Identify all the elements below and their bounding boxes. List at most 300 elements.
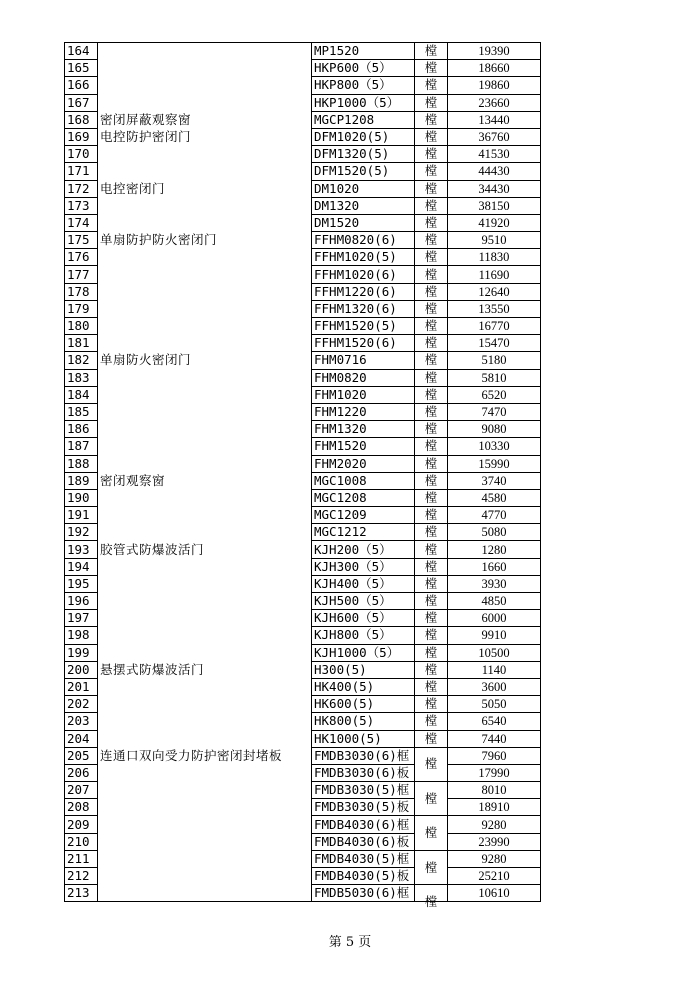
table-row (65, 593, 541, 610)
model-spec: KJH800（5） (312, 627, 415, 644)
product-name: 单扇防火密闭门 (98, 352, 312, 369)
unit-price: 3930 (448, 575, 541, 592)
table-row (65, 214, 541, 231)
row-number: 169 (65, 128, 98, 145)
table-row (65, 60, 541, 77)
unit-cell: 樘 (415, 747, 448, 781)
table-row (65, 764, 541, 781)
model-spec: HK600(5) (312, 696, 415, 713)
table-row (65, 833, 541, 850)
product-name (98, 885, 312, 902)
row-number: 189 (65, 472, 98, 489)
table-row (65, 352, 541, 369)
unit-price: 5180 (448, 352, 541, 369)
model-spec: FFHM1320(6) (312, 300, 415, 317)
product-name (98, 146, 312, 163)
product-name (98, 77, 312, 94)
unit-cell: 樘 (415, 593, 448, 610)
row-number: 185 (65, 403, 98, 420)
product-name: 电控防护密闭门 (98, 128, 312, 145)
product-name (98, 782, 312, 799)
row-number: 170 (65, 146, 98, 163)
unit-price: 9910 (448, 627, 541, 644)
unit-price: 1660 (448, 558, 541, 575)
price-sheet (64, 42, 540, 910)
row-number: 208 (65, 799, 98, 816)
unit-cell: 樘 (415, 128, 448, 145)
model-spec: FMDB4030(5)板 (312, 868, 415, 885)
product-name (98, 730, 312, 747)
product-name (98, 249, 312, 266)
unit-cell: 樘 (415, 403, 448, 420)
product-name (98, 300, 312, 317)
model-spec: KJH400（5） (312, 575, 415, 592)
unit-price: 3740 (448, 472, 541, 489)
unit-price: 8010 (448, 782, 541, 799)
product-name (98, 421, 312, 438)
row-number: 202 (65, 696, 98, 713)
unit-cell: 樘 (415, 352, 448, 369)
row-number: 173 (65, 197, 98, 214)
product-name (98, 713, 312, 730)
unit-price: 18910 (448, 799, 541, 816)
unit-price: 9280 (448, 850, 541, 867)
model-spec: MP1520 (312, 43, 415, 60)
unit-cell: 樘 (415, 627, 448, 644)
unit-text: 樘 (424, 894, 438, 910)
row-number: 210 (65, 833, 98, 850)
unit-price: 23990 (448, 833, 541, 850)
unit-cell: 樘 (415, 816, 448, 850)
table-row (65, 730, 541, 747)
unit-cell: 樘 (415, 318, 448, 335)
product-name (98, 489, 312, 506)
row-number: 195 (65, 575, 98, 592)
unit-price: 15470 (448, 335, 541, 352)
model-spec: DFM1020(5) (312, 128, 415, 145)
row-number: 168 (65, 111, 98, 128)
table-row (65, 489, 541, 506)
row-number: 203 (65, 713, 98, 730)
unit-price: 44430 (448, 163, 541, 180)
product-name: 电控密闭门 (98, 180, 312, 197)
product-name (98, 163, 312, 180)
page-number: 第 5 页 (328, 935, 372, 950)
model-spec: FMDB3030(5)框 (312, 782, 415, 799)
table-row (65, 472, 541, 489)
model-spec: FHM0716 (312, 352, 415, 369)
model-spec: MGC1209 (312, 507, 415, 524)
row-number: 178 (65, 283, 98, 300)
product-name (98, 43, 312, 60)
unit-price: 11830 (448, 249, 541, 266)
model-spec: FHM0820 (312, 369, 415, 386)
row-number: 209 (65, 816, 98, 833)
unit-cell: 樘 (415, 232, 448, 249)
unit-cell: 樘 (415, 850, 448, 884)
unit-cell: 樘 (415, 610, 448, 627)
model-spec: DFM1520(5) (312, 163, 415, 180)
unit-price: 1280 (448, 541, 541, 558)
table-row (65, 782, 541, 799)
unit-cell: 樘 (415, 146, 448, 163)
unit-cell: 樘 (415, 713, 448, 730)
product-name (98, 60, 312, 77)
model-spec: FMDB4030(5)框 (312, 850, 415, 867)
unit-price: 7440 (448, 730, 541, 747)
table-row (65, 232, 541, 249)
unit-price: 4850 (448, 593, 541, 610)
unit-cell: 樘 (415, 111, 448, 128)
table-row (65, 713, 541, 730)
product-name: 悬摆式防爆波活门 (98, 661, 312, 678)
unit-price: 6520 (448, 386, 541, 403)
model-spec: FHM1320 (312, 421, 415, 438)
table-row (65, 266, 541, 283)
model-spec: FMDB4030(6)框 (312, 816, 415, 833)
table-row (65, 610, 541, 627)
row-number: 207 (65, 782, 98, 799)
product-name (98, 214, 312, 231)
model-spec: HKP600（5） (312, 60, 415, 77)
unit-price: 17990 (448, 764, 541, 781)
row-number: 212 (65, 868, 98, 885)
row-number: 186 (65, 421, 98, 438)
table-row (65, 644, 541, 661)
model-spec: MGC1208 (312, 489, 415, 506)
table-row (65, 850, 541, 867)
row-number: 167 (65, 94, 98, 111)
unit-cell: 樘 (415, 335, 448, 352)
unit-cell: 樘 (415, 524, 448, 541)
product-name (98, 833, 312, 850)
model-spec: HKP1000（5） (312, 94, 415, 111)
product-name: 密闭屏蔽观察窗 (98, 111, 312, 128)
model-spec: FFHM0820(6) (312, 232, 415, 249)
model-spec: DM1520 (312, 214, 415, 231)
product-name (98, 369, 312, 386)
model-spec: HK400(5) (312, 678, 415, 695)
unit-price: 23660 (448, 94, 541, 111)
row-number: 183 (65, 369, 98, 386)
unit-price: 10610 (448, 885, 541, 902)
table-row (65, 524, 541, 541)
table-row (65, 661, 541, 678)
product-name (98, 386, 312, 403)
unit-price: 12640 (448, 283, 541, 300)
product-name (98, 558, 312, 575)
unit-price: 9080 (448, 421, 541, 438)
unit-cell: 樘 (415, 455, 448, 472)
row-number: 172 (65, 180, 98, 197)
row-number: 179 (65, 300, 98, 317)
unit-cell (415, 885, 448, 910)
table-row (65, 799, 541, 816)
unit-price: 25210 (448, 868, 541, 885)
table-row (65, 335, 541, 352)
product-name (98, 696, 312, 713)
row-number: 204 (65, 730, 98, 747)
table-row (65, 558, 541, 575)
unit-cell: 樘 (415, 678, 448, 695)
row-number: 171 (65, 163, 98, 180)
table-row (65, 575, 541, 592)
unit-cell: 樘 (415, 558, 448, 575)
product-name (98, 455, 312, 472)
unit-price: 6000 (448, 610, 541, 627)
unit-price: 16770 (448, 318, 541, 335)
row-number: 166 (65, 77, 98, 94)
product-name (98, 764, 312, 781)
model-spec: KJH300（5） (312, 558, 415, 575)
product-name (98, 593, 312, 610)
table-row (65, 455, 541, 472)
table-row (65, 747, 541, 764)
unit-cell: 樘 (415, 77, 448, 94)
product-name (98, 335, 312, 352)
table-row (65, 386, 541, 403)
unit-cell: 樘 (415, 507, 448, 524)
unit-price: 1140 (448, 661, 541, 678)
table-row (65, 696, 541, 713)
model-spec: MGCP1208 (312, 111, 415, 128)
product-name (98, 507, 312, 524)
row-number: 174 (65, 214, 98, 231)
table-row (65, 180, 541, 197)
unit-cell: 樘 (415, 386, 448, 403)
row-number: 193 (65, 541, 98, 558)
product-name (98, 197, 312, 214)
unit-price: 13550 (448, 300, 541, 317)
row-number: 206 (65, 764, 98, 781)
price-table-body (65, 43, 541, 910)
row-number: 192 (65, 524, 98, 541)
table-row (65, 111, 541, 128)
product-name (98, 283, 312, 300)
row-number: 197 (65, 610, 98, 627)
unit-price: 10500 (448, 644, 541, 661)
model-spec: HK1000(5) (312, 730, 415, 747)
model-spec: FMDB4030(6)板 (312, 833, 415, 850)
unit-cell: 樘 (415, 421, 448, 438)
model-spec: DM1020 (312, 180, 415, 197)
model-spec: FFHM1220(6) (312, 283, 415, 300)
unit-cell: 樘 (415, 214, 448, 231)
product-name: 连通口双向受力防护密闭封堵板 (98, 747, 312, 764)
model-spec: FHM1520 (312, 438, 415, 455)
row-number: 198 (65, 627, 98, 644)
unit-cell: 樘 (415, 266, 448, 283)
table-row (65, 43, 541, 60)
model-spec: HK800(5) (312, 713, 415, 730)
table-row (65, 868, 541, 885)
unit-cell: 樘 (415, 94, 448, 111)
product-name (98, 610, 312, 627)
unit-cell: 樘 (415, 300, 448, 317)
unit-price: 11690 (448, 266, 541, 283)
table-row (65, 94, 541, 111)
product-name (98, 850, 312, 867)
product-name (98, 678, 312, 695)
model-spec: FHM2020 (312, 455, 415, 472)
row-number: 205 (65, 747, 98, 764)
model-spec: FMDB3030(5)板 (312, 799, 415, 816)
product-name (98, 438, 312, 455)
model-spec: FFHM1520(5) (312, 318, 415, 335)
price-table (64, 42, 541, 910)
product-name (98, 575, 312, 592)
product-name (98, 524, 312, 541)
product-name (98, 627, 312, 644)
row-number: 187 (65, 438, 98, 455)
row-number: 165 (65, 60, 98, 77)
unit-price: 4770 (448, 507, 541, 524)
model-spec: FFHM1520(6) (312, 335, 415, 352)
table-row (65, 128, 541, 145)
table-row (65, 300, 541, 317)
unit-price: 7960 (448, 747, 541, 764)
row-number: 196 (65, 593, 98, 610)
unit-cell: 樘 (415, 575, 448, 592)
unit-price: 19390 (448, 43, 541, 60)
product-name (98, 318, 312, 335)
row-number: 176 (65, 249, 98, 266)
unit-cell: 樘 (415, 283, 448, 300)
model-spec: FFHM1020(5) (312, 249, 415, 266)
unit-cell: 樘 (415, 369, 448, 386)
row-number: 190 (65, 489, 98, 506)
product-name: 单扇防护防火密闭门 (98, 232, 312, 249)
table-row (65, 369, 541, 386)
row-number: 184 (65, 386, 98, 403)
table-row (65, 816, 541, 833)
model-spec: KJH200（5） (312, 541, 415, 558)
unit-cell: 樘 (415, 163, 448, 180)
unit-price: 4580 (448, 489, 541, 506)
model-spec: MGC1008 (312, 472, 415, 489)
unit-price: 5050 (448, 696, 541, 713)
unit-price: 6540 (448, 713, 541, 730)
table-row (65, 163, 541, 180)
table-row (65, 77, 541, 94)
model-spec: KJH1000（5） (312, 644, 415, 661)
unit-cell: 樘 (415, 472, 448, 489)
table-row (65, 885, 541, 902)
unit-price: 7470 (448, 403, 541, 420)
table-row (65, 283, 541, 300)
unit-cell: 樘 (415, 438, 448, 455)
table-row (65, 421, 541, 438)
product-name (98, 816, 312, 833)
unit-price: 41530 (448, 146, 541, 163)
row-number: 194 (65, 558, 98, 575)
row-number: 177 (65, 266, 98, 283)
unit-price: 5810 (448, 369, 541, 386)
unit-price: 41920 (448, 214, 541, 231)
unit-price: 34430 (448, 180, 541, 197)
product-name: 密闭观察窗 (98, 472, 312, 489)
unit-cell: 樘 (415, 180, 448, 197)
unit-cell: 樘 (415, 661, 448, 678)
unit-cell: 樘 (415, 644, 448, 661)
row-number: 182 (65, 352, 98, 369)
table-row (65, 541, 541, 558)
unit-cell: 樘 (415, 541, 448, 558)
row-number: 181 (65, 335, 98, 352)
row-number: 201 (65, 678, 98, 695)
model-spec: FMDB3030(6)框 (312, 747, 415, 764)
product-name (98, 799, 312, 816)
table-row (65, 627, 541, 644)
unit-cell: 樘 (415, 43, 448, 60)
model-spec: FFHM1020(6) (312, 266, 415, 283)
row-number: 191 (65, 507, 98, 524)
model-spec: FMDB3030(6)板 (312, 764, 415, 781)
model-spec: H300(5) (312, 661, 415, 678)
table-row (65, 146, 541, 163)
row-number: 213 (65, 885, 98, 902)
model-spec: DM1320 (312, 197, 415, 214)
model-spec: FHM1220 (312, 403, 415, 420)
product-name (98, 403, 312, 420)
table-row (65, 507, 541, 524)
row-number: 164 (65, 43, 98, 60)
table-row (65, 403, 541, 420)
row-number: 188 (65, 455, 98, 472)
model-spec: FHM1020 (312, 386, 415, 403)
model-spec: HKP800（5） (312, 77, 415, 94)
model-spec: KJH600（5） (312, 610, 415, 627)
unit-price: 9280 (448, 816, 541, 833)
unit-cell: 樘 (415, 489, 448, 506)
unit-price: 9510 (448, 232, 541, 249)
table-row (65, 197, 541, 214)
unit-price: 18660 (448, 60, 541, 77)
unit-cell: 樘 (415, 696, 448, 713)
model-spec: FMDB5030(6)框 (312, 885, 415, 902)
model-spec: KJH500（5） (312, 593, 415, 610)
table-row (65, 318, 541, 335)
unit-price: 19860 (448, 77, 541, 94)
unit-cell: 樘 (415, 249, 448, 266)
row-number: 175 (65, 232, 98, 249)
unit-price: 15990 (448, 455, 541, 472)
row-number: 180 (65, 318, 98, 335)
product-name: 胶管式防爆波活门 (98, 541, 312, 558)
table-row (65, 438, 541, 455)
unit-cell: 樘 (415, 197, 448, 214)
table-row (65, 249, 541, 266)
unit-cell: 樘 (415, 730, 448, 747)
unit-price: 36760 (448, 128, 541, 145)
unit-cell: 樘 (415, 782, 448, 816)
table-row (65, 678, 541, 695)
unit-price: 38150 (448, 197, 541, 214)
row-number: 211 (65, 850, 98, 867)
product-name (98, 266, 312, 283)
product-name (98, 94, 312, 111)
row-number: 199 (65, 644, 98, 661)
unit-price: 3600 (448, 678, 541, 695)
model-spec: DFM1320(5) (312, 146, 415, 163)
unit-price: 5080 (448, 524, 541, 541)
product-name (98, 644, 312, 661)
row-number: 200 (65, 661, 98, 678)
unit-price: 10330 (448, 438, 541, 455)
product-name (98, 868, 312, 885)
model-spec: MGC1212 (312, 524, 415, 541)
unit-price: 13440 (448, 111, 541, 128)
